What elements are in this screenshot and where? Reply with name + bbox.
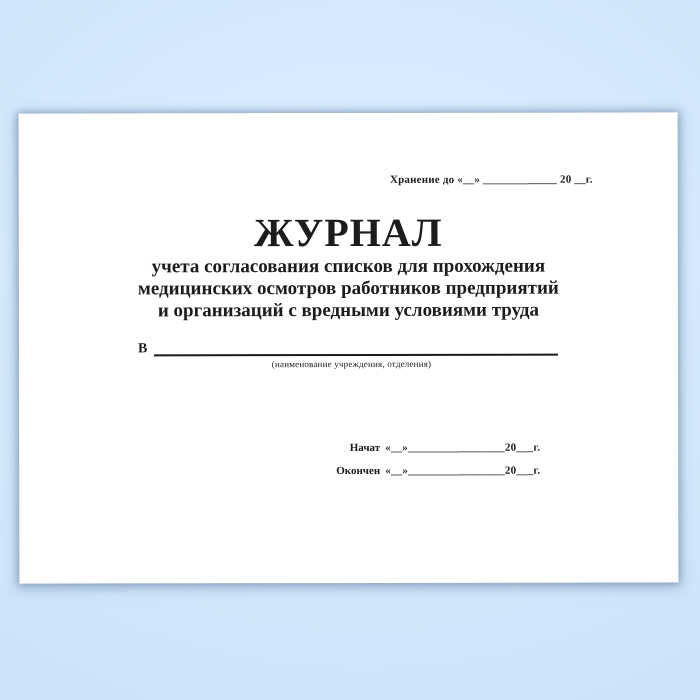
organization-prefix: В: [137, 341, 148, 357]
date-finished-blank: «__»_________________20___г.: [385, 464, 541, 477]
date-fields: [270, 441, 540, 487]
journal-cover-page: [19, 112, 679, 583]
subtitle-line-1: учета согласования списков для прохождения: [151, 255, 546, 278]
organization-line: [138, 339, 558, 357]
storage-note: Хранение до «__» _____________ 20 __г.: [389, 173, 593, 186]
date-started-blank: «__»_________________20___г.: [385, 441, 541, 454]
journal-subtitle: [19, 255, 678, 322]
date-row-started: [270, 441, 540, 455]
date-finished-label: Окончен: [336, 464, 381, 478]
organization-blank-line: [154, 340, 558, 357]
subtitle-line-2: медицинских осмотров работников предприятий: [137, 277, 559, 300]
subtitle-line-3: и организаций с вредными условиями труда: [157, 299, 540, 322]
organization-caption: (наименование учреждения, отделения): [271, 358, 432, 370]
date-started-label: Начат: [349, 441, 381, 454]
date-row-finished: [270, 464, 540, 478]
journal-title: ЖУРНАЛ: [253, 209, 443, 256]
